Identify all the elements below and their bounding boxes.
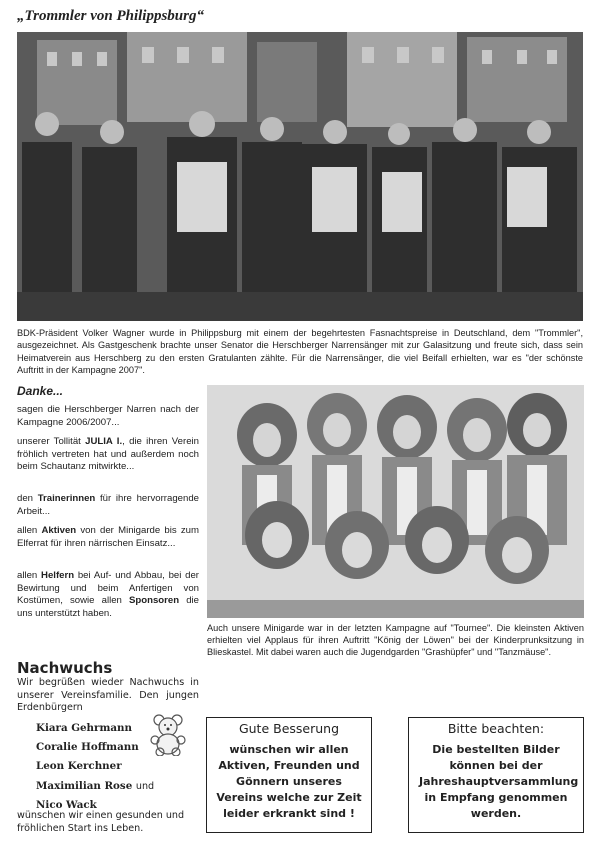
newborn-name: Leon Kerchner bbox=[36, 760, 122, 773]
danke-heading: Danke... bbox=[17, 384, 64, 398]
danke-paragraph-aktiven: allen Aktiven von der Minigarde bis zum Elferrat für ihren närrischen Einsatz... bbox=[17, 525, 199, 549]
bitte-beachten-box bbox=[408, 717, 584, 833]
singers-photo bbox=[17, 32, 583, 321]
nachwuchs-closing: wünschen wir einen gesunden und fröhlichen Start ins Leben. bbox=[17, 810, 185, 834]
page-title: „Trommler von Philippsburg“ bbox=[17, 8, 204, 24]
minigarde-lions-photo bbox=[207, 385, 584, 618]
gute-besserung-heading: Gute Besserung bbox=[238, 721, 340, 736]
newborn-names-list bbox=[36, 719, 154, 815]
newborn-name: Nico Wack bbox=[36, 798, 97, 811]
newborn-name: Kiara Gehrmann bbox=[36, 722, 133, 734]
bitte-beachten-heading: Bitte beachten: bbox=[447, 721, 545, 736]
gute-besserung-box bbox=[206, 717, 372, 833]
nachwuchs-heading: Nachwuchs bbox=[17, 659, 113, 677]
gute-besserung-text: wünschen wir allen Aktiven, Freunden und Gönnern unseres Vereins welche zur Zeit leider erkrankt sind ! bbox=[216, 743, 362, 820]
danke-paragraph-trainerinnen: den Trainerinnen für ihre hervorragende Arbeit... bbox=[17, 493, 199, 517]
danke-paragraph-tollitaet: unserer Tollität JULIA I., die ihren Verein fröhlich vertreten hat und außerdem noch beim Schautanz mitwirkte... bbox=[17, 436, 199, 473]
nachwuchs-intro: Wir begrüßen wieder Nachwuchs in unserer Vereinsfamilie. Den jungen Erdenbürgern bbox=[17, 677, 199, 714]
danke-paragraph-intro: sagen die Herschberger Narren nach der Kampagne 2006/2007... bbox=[17, 404, 199, 428]
photo-caption-trommler: BDK-Präsident Volker Wagner wurde in Philippsburg mit einem der begehrtesten Fasnachtspreise in Deutschland, dem "Trommler", ausgezeichnet. Als Gastgeschenk brachte unser Senator die Herschberger Narrensänger mit zur Galasitzung und freute sich, dass sein Heimatverein aus Herschberg zu den ersten Gratulanten zählte. Für die Narrensänger, die viel Beifall erhielten, war es "der schönste Auftritt in der Kampagne 2007". bbox=[17, 328, 583, 376]
newborn-name: Coralie Hoffmann bbox=[36, 741, 139, 754]
bitte-beachten-text: Die bestellten Bilder können bei der Jahreshauptversammlung in Empfang genommen werden. bbox=[419, 743, 579, 820]
danke-paragraph-helfer: allen Helfern bei Auf- und Abbau, bei der Bewirtung und beim Anfertigen von Kostümen, sowie allen Sponsoren die uns unterstützt haben. bbox=[17, 570, 200, 619]
photo-caption-minigarde: Auch unsere Minigarde war in der letzten Kampagne auf "Tournee". Die kleinsten Aktiven erhielten viel Applaus für ihren Auftritt "König der Löwen" bei der Kinderprunksitzung in Blieskastel. Mit dabei waren auch die Jugendgarden "Grashüpfer" und "Tanzmäuse". bbox=[207, 623, 584, 658]
teddy-bear-icon bbox=[147, 712, 191, 761]
newborn-name: Maximilian Rose und bbox=[36, 779, 155, 792]
